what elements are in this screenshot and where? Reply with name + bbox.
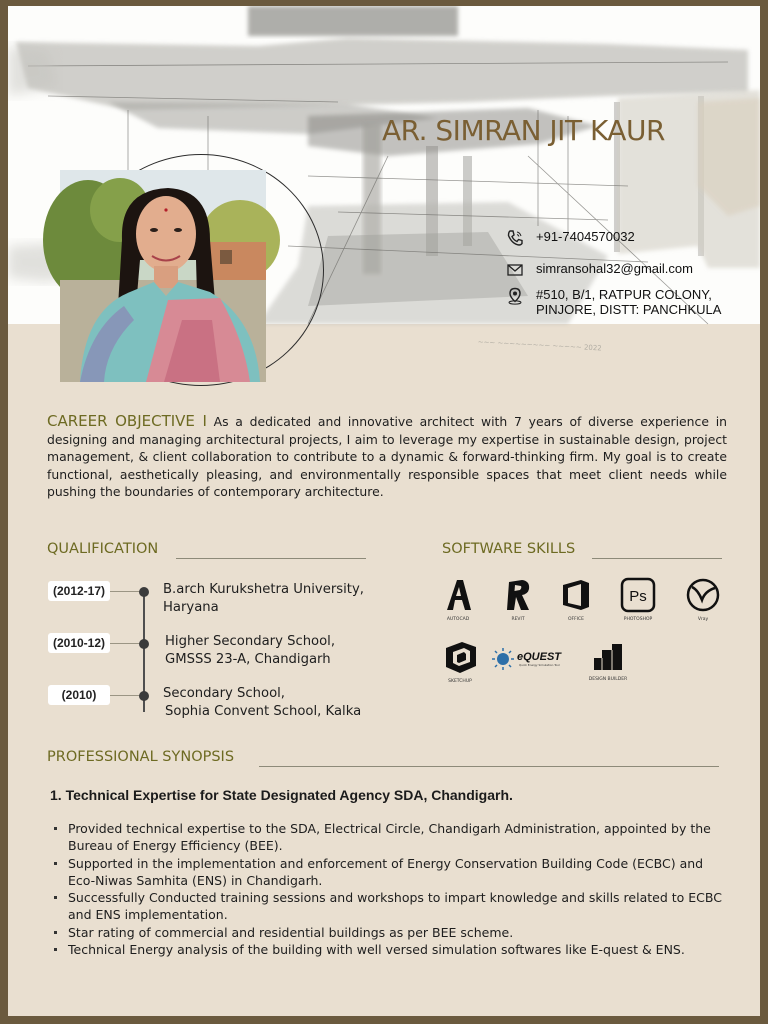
career-objective [47, 413, 727, 501]
software-label: PHOTOSHOP [623, 617, 653, 622]
qualification-1-line2: Haryana [163, 600, 219, 615]
sketchup-icon [442, 640, 478, 674]
revit-icon [504, 578, 532, 612]
timeline-connector [110, 695, 142, 696]
phone-icon [506, 229, 524, 247]
svg-text:eQUEST: eQUEST [517, 651, 562, 663]
qualification-item-1 [163, 581, 364, 617]
qualification-rule [176, 558, 366, 559]
list-item: Provided technical expertise to the SDA, Electrical Circle, Chandigarh Administration, appointed by the Bureau of Energy Efficiency (BEE). [50, 820, 728, 855]
candidate-name: AR. SIMRAN JIT KAUR [382, 114, 665, 147]
qualification-2-line2: GMSSS 23-A, Chandigarh [165, 652, 331, 667]
software-label: DESIGN BUILDER [588, 677, 628, 682]
address-line-1: #510, B/1, RATPUR COLONY, [536, 287, 712, 302]
list-item: Supported in the implementation and enforcement of Energy Conservation Building Code (ECBC) and Eco-Niwas Samhita (ENS) in Chandigarh. [50, 855, 728, 890]
software-autocad [440, 578, 476, 622]
professional-synopsis-rule [259, 766, 719, 767]
email-address[interactable]: simransohal32@gmail.com [536, 261, 693, 276]
frame-right [760, 0, 768, 1024]
timeline-connector [110, 591, 142, 592]
contact-address [506, 287, 736, 317]
svg-text:~~~ ~~~~~~~~~ ~~~~~ 2022: ~~~ ~~~~~~~~~ ~~~~~ 2022 [477, 337, 602, 353]
qualification-years-1: (2012-17) [48, 581, 110, 601]
equest-icon [492, 646, 574, 672]
office-icon [559, 578, 593, 612]
software-revit [501, 578, 535, 622]
svg-text:Ps: Ps [629, 588, 647, 605]
frame-left [0, 0, 8, 1024]
phone-number[interactable]: +91-7404570032 [536, 229, 635, 244]
qualification-item-2 [165, 633, 335, 669]
autocad-icon [443, 578, 473, 612]
contact-phone [506, 229, 635, 247]
qualification-item-3 [163, 685, 361, 721]
qualification-3-line1: Secondary School, [163, 686, 286, 701]
envelope-icon [506, 261, 524, 279]
synopsis-heading: 1. Technical Expertise for State Designated Agency SDA, Chandigarh. [50, 787, 513, 803]
software-office [557, 578, 595, 622]
list-item: Successfully Conducted training sessions and workshops to impart knowledge and skills related to ECBC and ENS implementation. [50, 889, 728, 924]
software-label: OFFICE [567, 617, 585, 622]
software-vray [683, 578, 723, 622]
svg-text:Quick Energy Simulation Tool: Quick Energy Simulation Tool [519, 663, 560, 667]
timeline-connector [110, 643, 142, 644]
profile-photo-illustration [60, 170, 266, 382]
career-objective-text: As a dedicated and innovative architect with 7 years of diverse experience in designing and managing architectural projects, I aim to leverage my expertise in sustainable design, project management, & client collaboration to contribute to a dynamic & forward-thinking firm. My goal is to create functional, aesthetically pleasing, and environmentally responsible spaces that meet client needs while pushing the boundaries of contemporary architecture. [47, 414, 727, 499]
profile-photo [60, 170, 266, 382]
list-item: Star rating of commercial and residential buildings as per BEE scheme. [50, 924, 728, 941]
software-equest [492, 646, 574, 676]
design-builder-icon [590, 640, 626, 672]
qualification-years-2: (2010-12) [48, 633, 110, 653]
list-item: Technical Energy analysis of the building with well versed simulation softwares like E-quest & ENS. [50, 941, 728, 958]
software-skills-title: SOFTWARE SKILLS [442, 541, 576, 557]
software-skills-rule [592, 558, 722, 559]
qualification-1-line1: B.arch Kurukshetra University, [163, 582, 364, 597]
frame-bottom [0, 1016, 768, 1024]
vray-icon [685, 578, 721, 612]
software-photoshop [618, 578, 658, 622]
software-label: REVIT [511, 617, 525, 622]
qualification-3-line2: Sophia Convent School, Kalka [165, 704, 362, 719]
software-sketchup [440, 640, 480, 684]
qualification-title: QUALIFICATION [47, 541, 159, 557]
qualification-years-3: (2010) [48, 685, 110, 705]
professional-synopsis-title: PROFESSIONAL SYNOPSIS [47, 749, 235, 765]
software-label: SKETCHUP [448, 679, 472, 684]
career-objective-label: CAREER OBJECTIVE I [47, 412, 207, 430]
software-design-builder [586, 640, 630, 682]
location-pin-icon [506, 287, 524, 305]
qualification-2-line1: Higher Secondary School, [165, 634, 336, 649]
synopsis-list [50, 820, 728, 958]
timeline-dot [139, 587, 149, 597]
contact-email [506, 261, 693, 279]
timeline-dot [139, 691, 149, 701]
timeline-dot [139, 639, 149, 649]
photoshop-icon [620, 578, 656, 612]
frame-top [0, 0, 768, 6]
software-label: AUTOCAD [446, 617, 470, 622]
software-label: Vray [697, 617, 709, 622]
address-line-2: PINJORE, DISTT: PANCHKULA [536, 302, 722, 317]
